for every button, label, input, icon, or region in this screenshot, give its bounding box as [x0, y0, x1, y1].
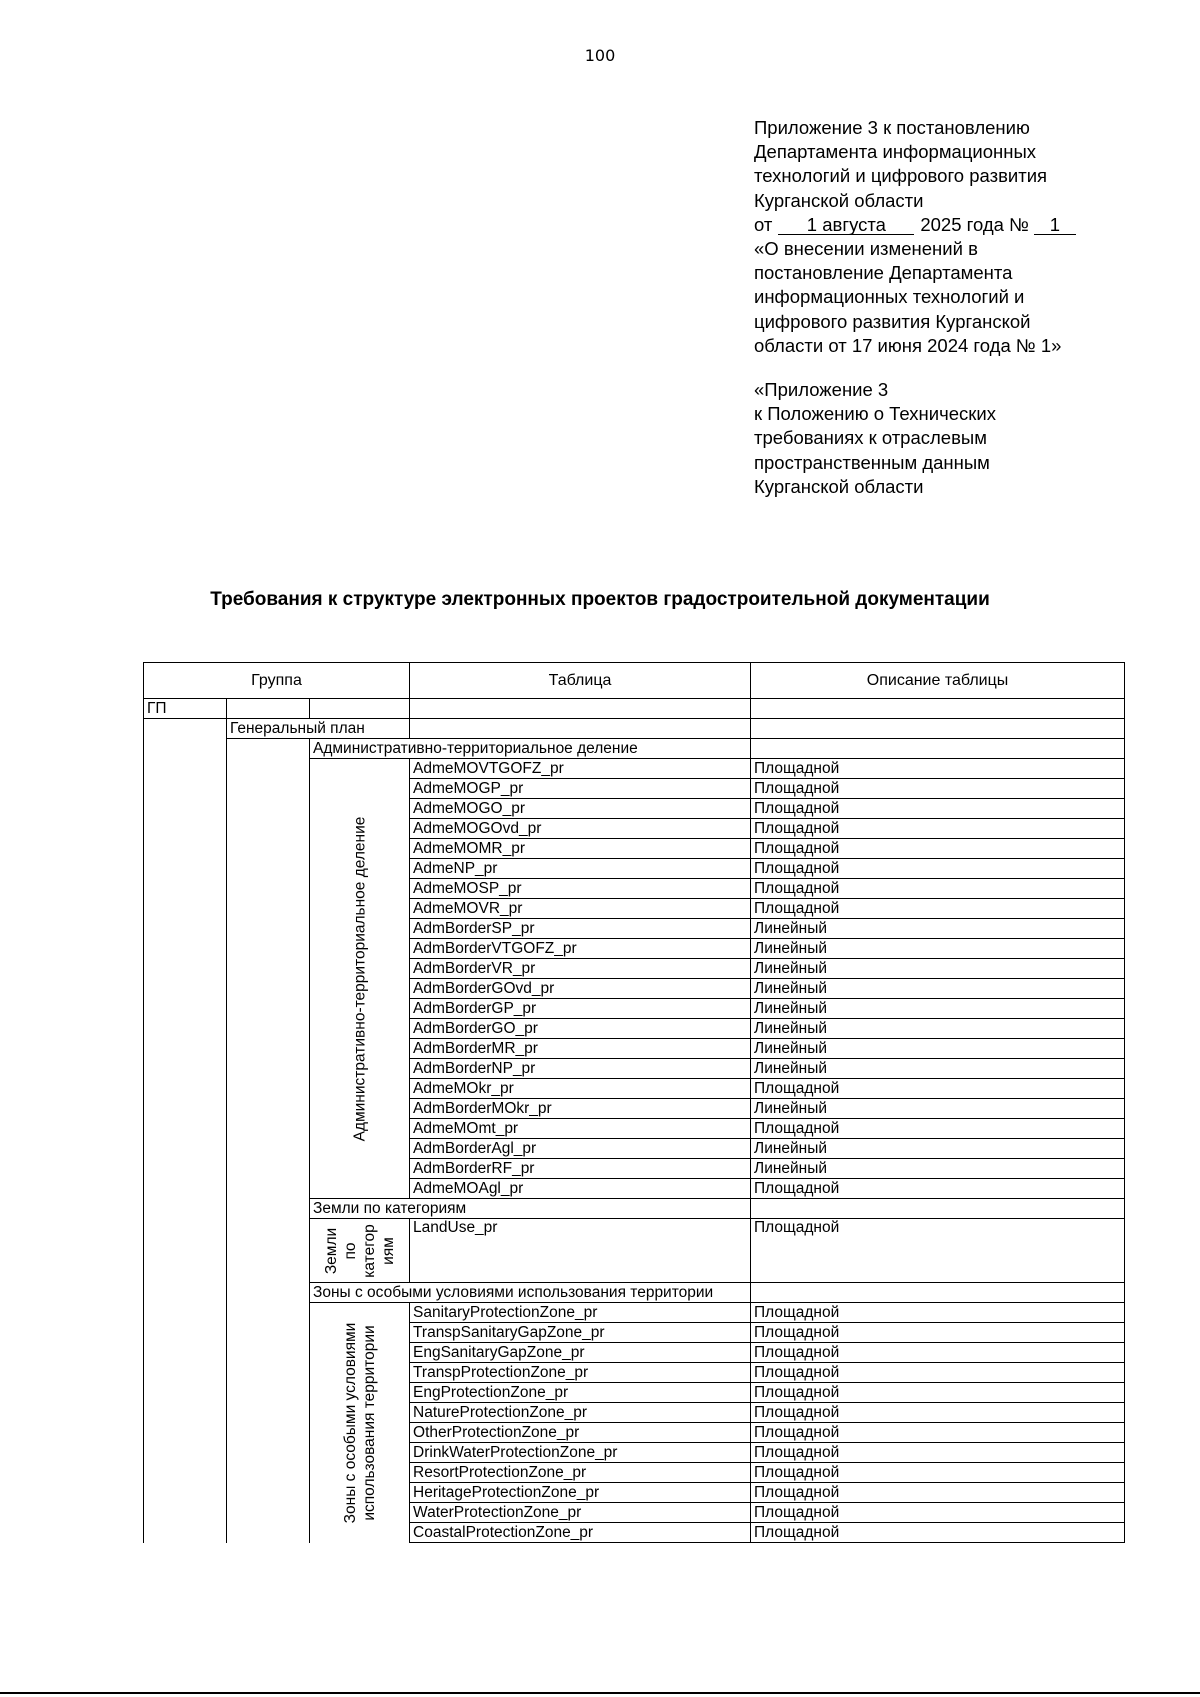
table-row	[144, 719, 1125, 739]
table-name-cell: HeritageProtectionZone_pr	[410, 1483, 751, 1503]
table-row	[144, 1323, 1125, 1343]
table-name-cell: AdmeMOGO_pr	[410, 799, 751, 819]
level2-indent	[227, 1039, 310, 1059]
description-cell: Площадной	[751, 1363, 1125, 1383]
level2-indent	[227, 1283, 310, 1303]
table-row	[144, 779, 1125, 799]
level2-indent	[227, 1343, 310, 1363]
date-line	[754, 213, 1174, 237]
level1-indent	[144, 799, 227, 819]
page-bottom-rule	[0, 1692, 1200, 1694]
table-name-cell: DrinkWaterProtectionZone_pr	[410, 1443, 751, 1463]
table-row	[144, 1383, 1125, 1403]
description-cell: Площадной	[751, 1179, 1125, 1199]
table-row	[144, 939, 1125, 959]
level1-indent	[144, 1303, 227, 1323]
table-name-cell: AdmeMOMR_pr	[410, 839, 751, 859]
vertical-label-text	[322, 1224, 398, 1278]
table-row	[144, 1403, 1125, 1423]
level1-cell: ГП	[144, 699, 227, 719]
section-vertical-label	[310, 759, 410, 1199]
description-cell: Линейный	[751, 939, 1125, 959]
table-row	[144, 1303, 1125, 1323]
level1-indent	[144, 1139, 227, 1159]
level2-indent	[227, 1219, 310, 1283]
level2-indent	[227, 939, 310, 959]
header-group: Группа	[144, 663, 410, 699]
level2-indent	[227, 1119, 310, 1139]
level2-indent	[227, 839, 310, 859]
description-cell: Площадной	[751, 879, 1125, 899]
level2-indent	[227, 779, 310, 799]
section-title: Зоны с особыми условиями использования территории	[310, 1283, 751, 1303]
table-name-cell: AdmBorderGOvd_pr	[410, 979, 751, 999]
vertical-label-text	[341, 1322, 379, 1523]
table-row	[144, 979, 1125, 999]
table-row	[144, 1019, 1125, 1039]
level1-indent	[144, 1219, 227, 1283]
level1-indent	[144, 999, 227, 1019]
table-cell	[751, 1199, 1125, 1219]
table-cell	[751, 739, 1125, 759]
section-vertical-label	[310, 1219, 410, 1283]
level2-indent	[227, 1179, 310, 1199]
level1-indent	[144, 839, 227, 859]
table-row	[144, 1079, 1125, 1099]
level1-indent	[144, 739, 227, 759]
level2-indent	[227, 899, 310, 919]
level1-indent	[144, 1283, 227, 1303]
table-name-cell: AdmeNP_pr	[410, 859, 751, 879]
description-cell: Линейный	[751, 919, 1125, 939]
level2-indent	[227, 1423, 310, 1443]
level2-indent	[227, 1159, 310, 1179]
page-number: 100	[584, 46, 616, 65]
table-row	[144, 1219, 1125, 1283]
appendix-line: технологий и цифрового развития	[754, 165, 1048, 187]
appendix-header	[754, 116, 1174, 499]
description-cell: Площадной	[751, 899, 1125, 919]
description-cell: Площадной	[751, 759, 1125, 779]
level2-indent	[227, 1403, 310, 1423]
table-name-cell: AdmBorderSP_pr	[410, 919, 751, 939]
description-cell: Площадной	[751, 819, 1125, 839]
table-row	[144, 699, 1125, 719]
level2-indent	[227, 1099, 310, 1119]
table-row	[144, 799, 1125, 819]
level1-indent	[144, 1199, 227, 1219]
table-row	[144, 899, 1125, 919]
table-row	[144, 959, 1125, 979]
level2-indent	[227, 1383, 310, 1403]
description-cell: Площадной	[751, 1119, 1125, 1139]
table-name-cell: AdmeMOVR_pr	[410, 899, 751, 919]
appendix-line: информационных технологий и	[754, 286, 1025, 308]
table-name-cell: AdmeMOkr_pr	[410, 1079, 751, 1099]
level1-indent	[144, 1523, 227, 1543]
level2-indent	[227, 1503, 310, 1523]
level2-indent	[227, 819, 310, 839]
level2-indent	[227, 799, 310, 819]
table-row	[144, 1503, 1125, 1523]
level2-indent	[227, 979, 310, 999]
annex-line: Курганской области	[754, 475, 924, 497]
vertical-label-text	[350, 816, 369, 1141]
level1-indent	[144, 1059, 227, 1079]
level1-indent	[144, 1383, 227, 1403]
level1-indent	[144, 1463, 227, 1483]
header-table: Таблица	[410, 663, 751, 699]
description-cell: Площадной	[751, 1423, 1125, 1443]
table-name-cell: EngProtectionZone_pr	[410, 1383, 751, 1403]
level1-indent	[144, 779, 227, 799]
level1-indent	[144, 1079, 227, 1099]
vertical-label-line: использования территории	[360, 1325, 378, 1521]
description-cell: Площадной	[751, 1303, 1125, 1323]
table-cell	[751, 1283, 1125, 1303]
table-row	[144, 1483, 1125, 1503]
table-row	[144, 819, 1125, 839]
level1-indent	[144, 759, 227, 779]
section-title: Административно-территориальное деление	[310, 739, 751, 759]
table-row	[144, 859, 1125, 879]
table-row	[144, 1523, 1125, 1543]
table-name-cell: AdmeMOGP_pr	[410, 779, 751, 799]
appendix-line: Приложение 3 к постановлению	[754, 117, 1030, 138]
level2-indent	[227, 739, 310, 759]
level2-indent	[227, 959, 310, 979]
date-middle: 2025 года №	[920, 213, 1029, 235]
description-cell: Линейный	[751, 959, 1125, 979]
level1-indent	[144, 1119, 227, 1139]
date-value: 1 августа	[778, 215, 914, 235]
description-cell: Линейный	[751, 1139, 1125, 1159]
table-row	[144, 1199, 1125, 1219]
date-prefix: от	[754, 213, 773, 235]
table-name-cell: TranspSanitaryGapZone_pr	[410, 1323, 751, 1343]
table-name-cell: WaterProtectionZone_pr	[410, 1503, 751, 1523]
level1-indent	[144, 1179, 227, 1199]
table-row	[144, 919, 1125, 939]
level2-indent	[227, 1139, 310, 1159]
table-cell	[751, 719, 1125, 739]
table-name-cell: AdmBorderMR_pr	[410, 1039, 751, 1059]
table-name-cell: AdmeMOAgl_pr	[410, 1179, 751, 1199]
description-cell: Площадной	[751, 799, 1125, 819]
table-row	[144, 1139, 1125, 1159]
table-name-cell: AdmBorderMOkr_pr	[410, 1099, 751, 1119]
description-cell: Линейный	[751, 1039, 1125, 1059]
level2-indent	[227, 1363, 310, 1383]
level1-indent	[144, 1099, 227, 1119]
level2-indent	[227, 1483, 310, 1503]
level2-indent	[227, 919, 310, 939]
table-row	[144, 1119, 1125, 1139]
table-name-cell: SanitaryProtectionZone_pr	[410, 1303, 751, 1323]
table-row	[144, 839, 1125, 859]
description-cell: Площадной	[751, 1219, 1125, 1283]
vertical-label-line: по	[341, 1241, 359, 1260]
table-row	[144, 739, 1125, 759]
description-cell: Площадной	[751, 859, 1125, 879]
decree-number: 1	[1034, 215, 1076, 235]
vertical-label-line: Административно-территориальное деление	[351, 816, 368, 1141]
table-row	[144, 999, 1125, 1019]
level1-indent	[144, 1039, 227, 1059]
section-vertical-label	[310, 1303, 410, 1543]
appendix-line: области от 17 июня 2024 года № 1»	[754, 334, 1062, 356]
table-name-cell: AdmBorderRF_pr	[410, 1159, 751, 1179]
structure-table	[143, 662, 1125, 1543]
level1-indent	[144, 1503, 227, 1523]
level1-indent	[144, 1483, 227, 1503]
annex-line: к Положению о Технических	[754, 403, 996, 425]
table-row	[144, 1179, 1125, 1199]
description-cell: Площадной	[751, 1523, 1125, 1543]
table-name-cell: AdmBorderGO_pr	[410, 1019, 751, 1039]
level1-indent	[144, 859, 227, 879]
table-name-cell: AdmeMOmt_pr	[410, 1119, 751, 1139]
appendix-line: Курганской области	[754, 189, 924, 211]
table-row	[144, 1099, 1125, 1119]
table-cell	[751, 699, 1125, 719]
description-cell: Площадной	[751, 1343, 1125, 1363]
table-row	[144, 1423, 1125, 1443]
table-name-cell: AdmeMOGOvd_pr	[410, 819, 751, 839]
level1-indent	[144, 719, 227, 739]
table-name-cell: TranspProtectionZone_pr	[410, 1363, 751, 1383]
table-row	[144, 1363, 1125, 1383]
description-cell: Площадной	[751, 1383, 1125, 1403]
description-cell: Площадной	[751, 839, 1125, 859]
section-title: Земли по категориям	[310, 1199, 751, 1219]
level1-indent	[144, 1019, 227, 1039]
description-cell: Площадной	[751, 1403, 1125, 1423]
level2-indent	[227, 1079, 310, 1099]
table-name-cell: EngSanitaryGapZone_pr	[410, 1343, 751, 1363]
level2-cell: Генеральный план	[227, 719, 410, 739]
description-cell: Линейный	[751, 1159, 1125, 1179]
table-row	[144, 1463, 1125, 1483]
appendix-line: постановление Департамента	[754, 262, 1013, 284]
table-row	[144, 1059, 1125, 1079]
level1-indent	[144, 939, 227, 959]
description-cell: Линейный	[751, 1059, 1125, 1079]
table-row	[144, 1159, 1125, 1179]
table-row	[144, 1283, 1125, 1303]
annex-line: пространственным данным	[754, 451, 990, 473]
level1-indent	[144, 819, 227, 839]
table-cell	[310, 699, 410, 719]
vertical-label-line: категор	[360, 1223, 378, 1278]
description-cell: Площадной	[751, 1443, 1125, 1463]
table-row	[144, 1343, 1125, 1363]
table-name-cell: LandUse_pr	[410, 1219, 751, 1283]
description-cell: Линейный	[751, 999, 1125, 1019]
level1-indent	[144, 919, 227, 939]
level1-indent	[144, 1403, 227, 1423]
description-cell: Площадной	[751, 1323, 1125, 1343]
level2-indent	[227, 1059, 310, 1079]
annex-line: «Приложение 3	[754, 379, 889, 401]
description-cell: Линейный	[751, 1019, 1125, 1039]
level2-indent	[227, 1323, 310, 1343]
table-name-cell: AdmBorderVR_pr	[410, 959, 751, 979]
level2-indent	[227, 1463, 310, 1483]
appendix-line: цифрового развития Курганской	[754, 310, 1031, 332]
table-row	[144, 1443, 1125, 1463]
level1-indent	[144, 899, 227, 919]
level2-indent	[227, 1523, 310, 1543]
level2-indent	[227, 859, 310, 879]
vertical-label-line: Земли	[322, 1227, 340, 1274]
level1-indent	[144, 1343, 227, 1363]
vertical-label-line: Зоны с особыми условиями	[341, 1322, 359, 1524]
level1-indent	[144, 1323, 227, 1343]
description-cell: Площадной	[751, 779, 1125, 799]
annex-line: требованиях к отраслевым	[754, 427, 987, 449]
level1-indent	[144, 959, 227, 979]
level2-indent	[227, 1443, 310, 1463]
description-cell: Линейный	[751, 1099, 1125, 1119]
level1-indent	[144, 879, 227, 899]
table-cell	[227, 699, 310, 719]
table-name-cell: AdmBorderNP_pr	[410, 1059, 751, 1079]
table-cell	[410, 719, 751, 739]
level1-indent	[144, 1363, 227, 1383]
table-name-cell: NatureProtectionZone_pr	[410, 1403, 751, 1423]
document-title: Требования к структуре электронных проектов градостроительной документации	[210, 589, 990, 610]
header-description: Описание таблицы	[751, 663, 1125, 699]
level1-indent	[144, 1443, 227, 1463]
table-name-cell: CoastalProtectionZone_pr	[410, 1523, 751, 1543]
table-row	[144, 1039, 1125, 1059]
level2-indent	[227, 759, 310, 779]
vertical-label-line: иям	[379, 1236, 397, 1265]
description-cell: Площадной	[751, 1079, 1125, 1099]
table-name-cell: AdmBorderGP_pr	[410, 999, 751, 1019]
level2-indent	[227, 879, 310, 899]
level2-indent	[227, 999, 310, 1019]
table-name-cell: AdmBorderVTGOFZ_pr	[410, 939, 751, 959]
table-name-cell: AdmBorderAgl_pr	[410, 1139, 751, 1159]
description-cell: Площадной	[751, 1503, 1125, 1523]
appendix-line: Департамента информационных	[754, 141, 1037, 163]
appendix-line: «О внесении изменений в	[754, 238, 978, 260]
level2-indent	[227, 1019, 310, 1039]
table-name-cell: ResortProtectionZone_pr	[410, 1463, 751, 1483]
table-name-cell: AdmeMOVTGOFZ_pr	[410, 759, 751, 779]
description-cell: Площадной	[751, 1483, 1125, 1503]
level2-indent	[227, 1303, 310, 1323]
level1-indent	[144, 979, 227, 999]
level1-indent	[144, 1423, 227, 1443]
table-name-cell: OtherProtectionZone_pr	[410, 1423, 751, 1443]
table-row	[144, 663, 1125, 699]
table-row	[144, 759, 1125, 779]
description-cell: Линейный	[751, 979, 1125, 999]
level1-indent	[144, 1159, 227, 1179]
table-name-cell: AdmeMOSP_pr	[410, 879, 751, 899]
description-cell: Площадной	[751, 1463, 1125, 1483]
table-row	[144, 879, 1125, 899]
level2-indent	[227, 1199, 310, 1219]
table-cell	[410, 699, 751, 719]
